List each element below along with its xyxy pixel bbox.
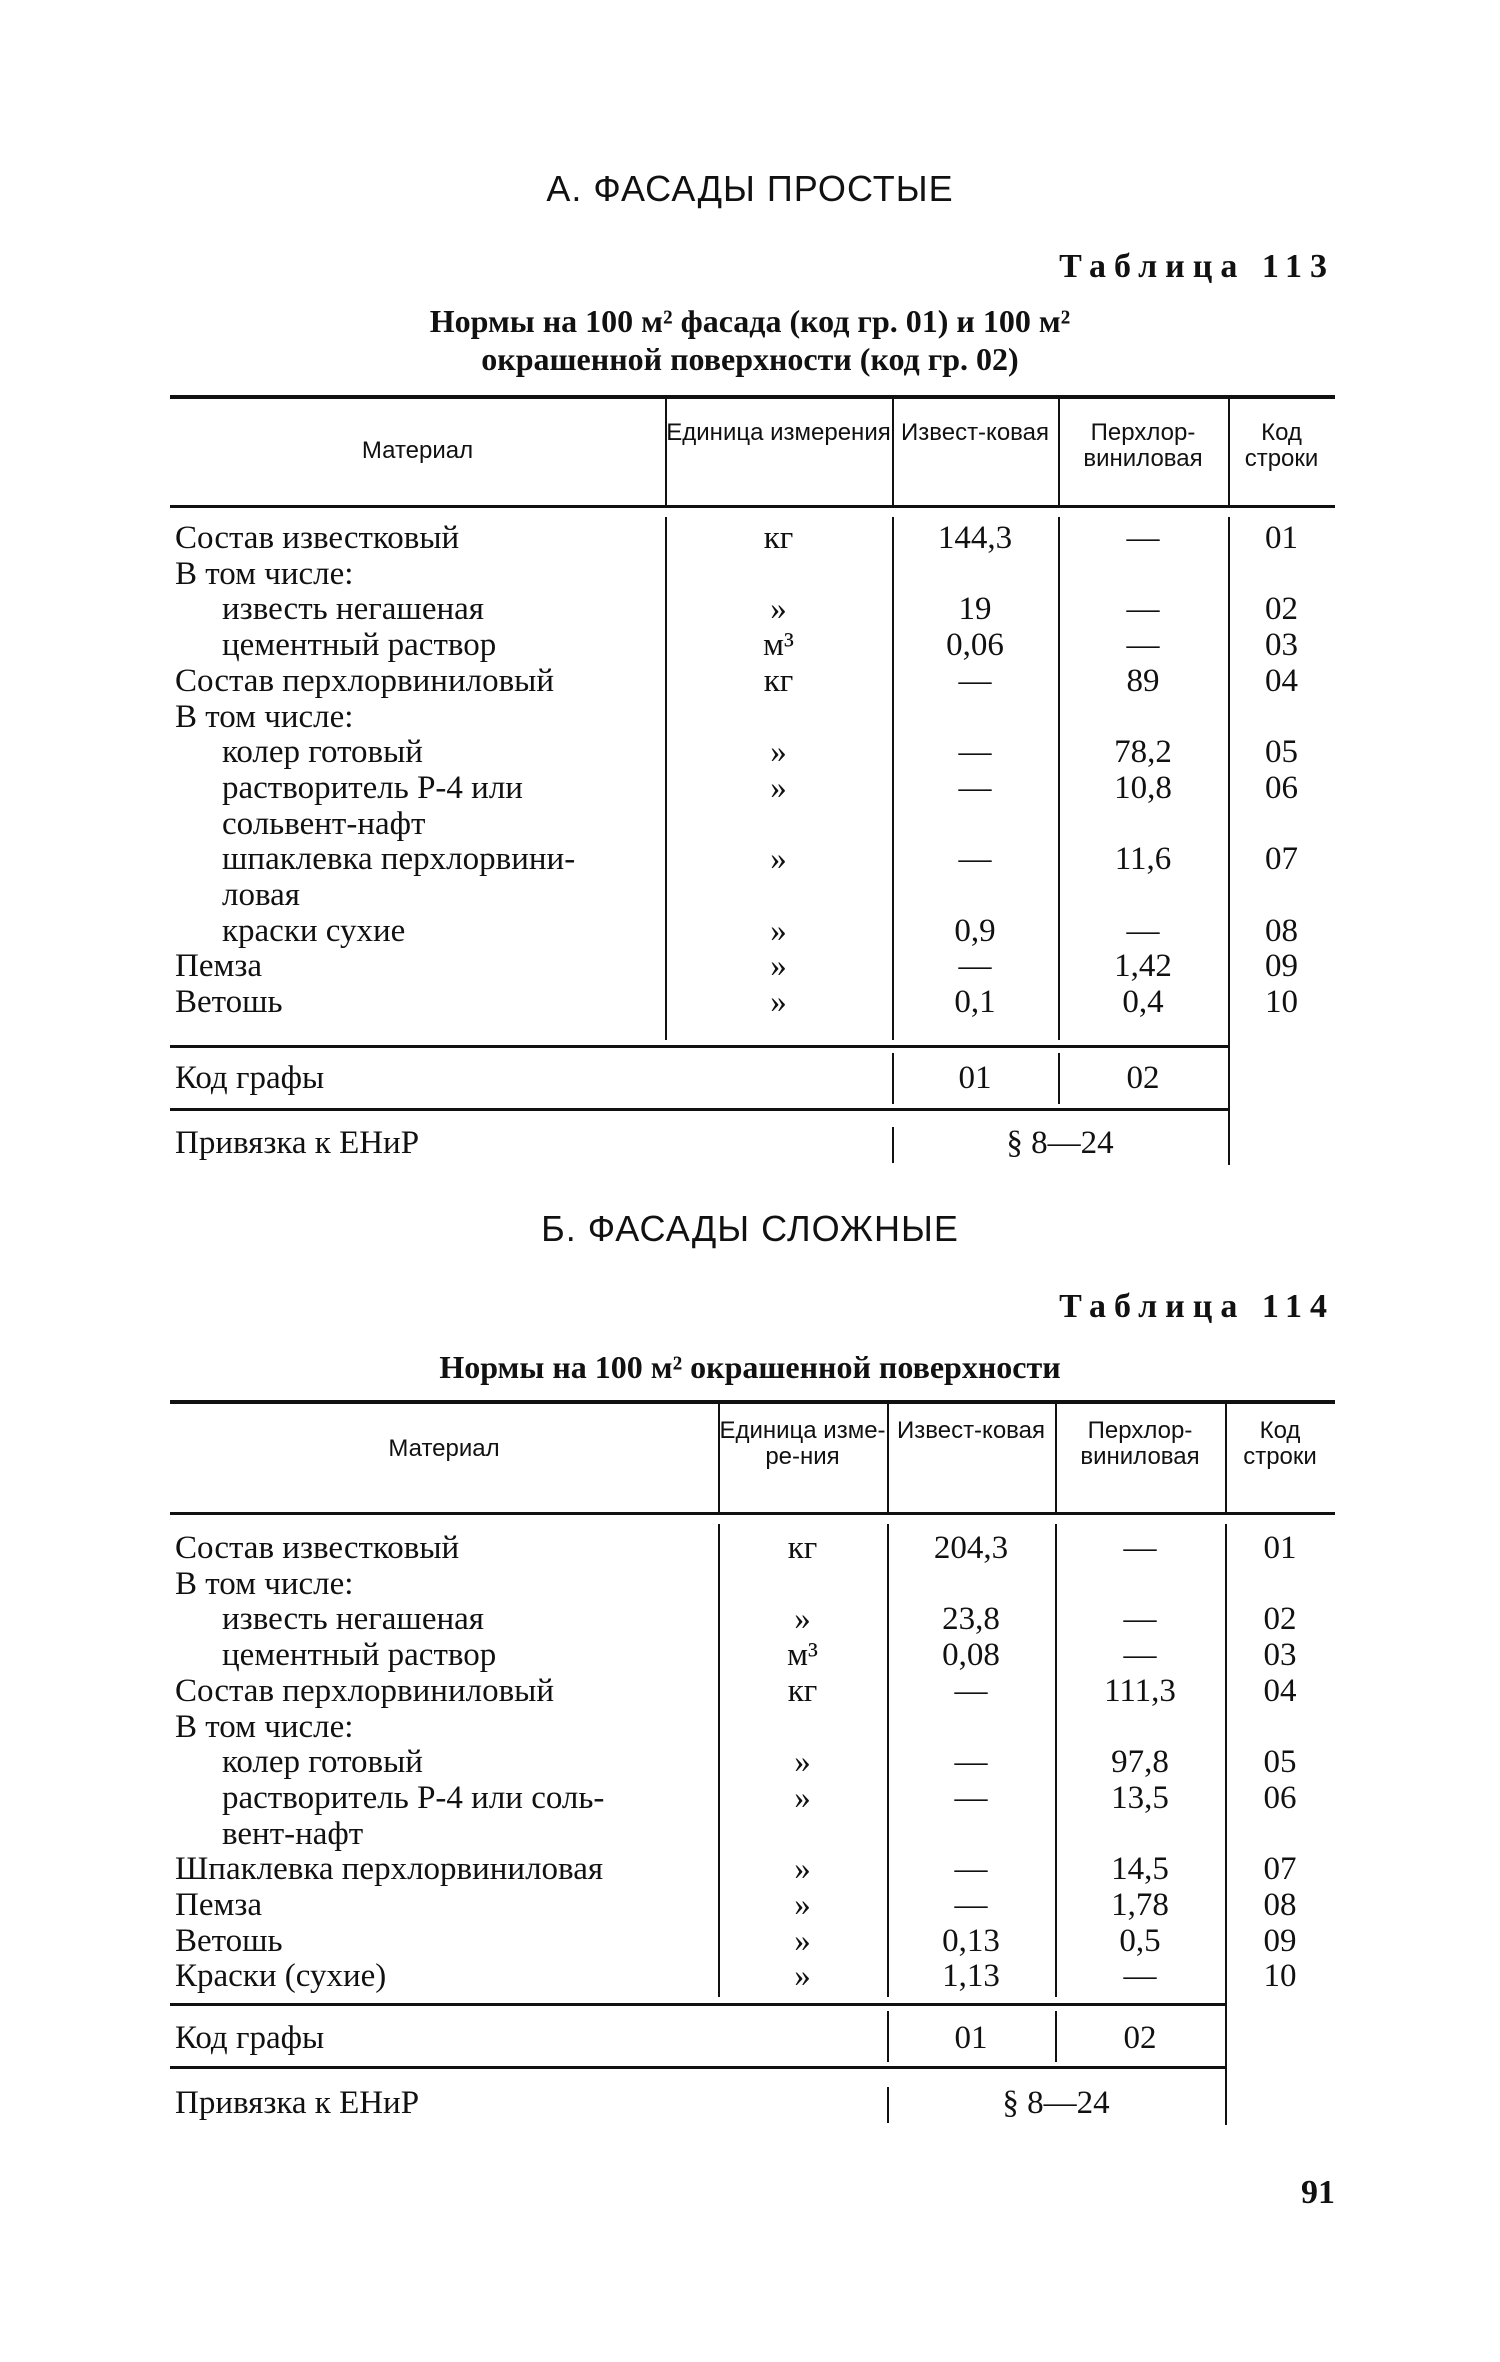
row-pvc: 14,5 xyxy=(1111,1851,1169,1888)
row-material: В том числе: xyxy=(175,555,354,592)
column-header-pvc: Перхлор-виниловая xyxy=(1083,419,1203,472)
column-header-code: Код строки xyxy=(1243,1417,1317,1470)
column-code-label: Код графы xyxy=(175,1060,325,1096)
column-code-lime: 01 xyxy=(958,1060,992,1096)
row-lime: 1,13 xyxy=(942,1958,1000,1995)
row-material: колер готовый xyxy=(222,734,423,771)
row-lime: 23,8 xyxy=(942,1601,1000,1638)
row-code: 08 xyxy=(1265,912,1298,949)
column-header-lime: Извест-ковая xyxy=(896,1417,1045,1444)
row-unit: » xyxy=(770,841,787,878)
row-material: колер готовый xyxy=(222,1744,423,1781)
row-material: ловая xyxy=(222,877,300,913)
row-code: 01 xyxy=(1263,1530,1297,1566)
row-lime: — xyxy=(954,1672,988,1709)
table-113-caption-line1: Нормы на 100 м² фасада (код гр. 01) и 100 м² xyxy=(429,303,1071,339)
column-code-pvc: 02 xyxy=(1123,2020,1157,2056)
row-pvc: 1,42 xyxy=(1114,948,1172,985)
enir-reference-value: § 8—24 xyxy=(1002,2085,1110,2121)
row-material: Пемза xyxy=(175,948,263,985)
code-row-rule-bottom xyxy=(170,1108,1228,1111)
row-code: 10 xyxy=(1265,984,1298,1021)
row-unit: » xyxy=(770,769,787,806)
row-unit: » xyxy=(770,984,787,1021)
row-code: 02 xyxy=(1265,591,1298,628)
row-lime: 0,13 xyxy=(942,1922,1000,1959)
row-material: сольвент-нафт xyxy=(222,805,426,842)
row-material: Краски (сухие) xyxy=(175,1958,387,1995)
row-material: Пемза xyxy=(175,1887,263,1923)
code-col-separator xyxy=(1225,1997,1227,2125)
enir-reference-label: Привязка к ЕНиР xyxy=(175,1125,420,1161)
row-pvc: — xyxy=(1126,627,1160,664)
row-material: В том числе: xyxy=(175,698,354,735)
row-unit: » xyxy=(794,1744,811,1781)
row-unit: м³ xyxy=(787,1637,818,1674)
row-material: краски сухие xyxy=(222,912,406,949)
row-code: 01 xyxy=(1265,520,1298,556)
section-b-heading: Б. ФАСАДЫ СЛОЖНЫЕ xyxy=(541,1208,959,1249)
row-code: 09 xyxy=(1265,948,1298,985)
row-material: растворитель Р-4 или соль- xyxy=(222,1779,605,1816)
row-lime: 0,08 xyxy=(942,1637,1000,1674)
row-pvc: 0,5 xyxy=(1119,1922,1161,1959)
row-unit: » xyxy=(794,1851,811,1888)
row-lime: — xyxy=(958,841,992,878)
code-row-rule-top xyxy=(170,2003,1225,2006)
row-pvc: 10,8 xyxy=(1114,769,1172,806)
row-material: Шпаклевка перхлорвиниловая xyxy=(175,1851,604,1888)
row-material: Состав известковый xyxy=(175,520,460,556)
table-113-caption-line2: окрашенной поверхности (код гр. 02) xyxy=(481,341,1019,377)
row-unit: кг xyxy=(787,1672,818,1709)
row-material: вент-нафт xyxy=(222,1815,364,1852)
row-pvc: 11,6 xyxy=(1114,841,1172,878)
row-code: 10 xyxy=(1263,1958,1297,1995)
page-number: 91 xyxy=(1301,2174,1335,2211)
row-code: 06 xyxy=(1265,769,1298,806)
row-material: известь негашеная xyxy=(222,1601,484,1638)
column-header-lime: Извест-ковая xyxy=(900,419,1049,446)
enir-reference-value: § 8—24 xyxy=(1006,1125,1114,1161)
row-unit: » xyxy=(794,1601,811,1638)
section-a-heading: А. ФАСАДЫ ПРОСТЫЕ xyxy=(546,168,954,209)
row-code: 02 xyxy=(1263,1601,1297,1638)
row-pvc: 78,2 xyxy=(1114,734,1172,771)
row-lime: 204,3 xyxy=(933,1530,1009,1566)
row-lime: 19 xyxy=(958,591,992,628)
column-header-material: Материал xyxy=(388,1435,500,1462)
row-material: цементный раствор xyxy=(222,1637,497,1674)
row-material: Состав перхлорвиниловый xyxy=(175,1672,555,1709)
row-code: 04 xyxy=(1263,1672,1297,1709)
row-code: 07 xyxy=(1265,841,1298,878)
row-lime: — xyxy=(958,769,992,806)
row-pvc: — xyxy=(1123,1958,1157,1995)
row-lime: — xyxy=(954,1887,988,1923)
row-pvc: 97,8 xyxy=(1111,1744,1169,1781)
row-unit: » xyxy=(770,912,787,949)
column-code-label: Код графы xyxy=(175,2020,325,2056)
header-rule xyxy=(170,1512,1335,1515)
row-material: известь негашеная xyxy=(222,591,484,628)
row-lime: 0,9 xyxy=(954,912,996,949)
row-lime: 144,3 xyxy=(937,520,1013,556)
row-code: 09 xyxy=(1263,1922,1297,1959)
row-lime: — xyxy=(954,1779,988,1816)
row-unit: » xyxy=(794,1779,811,1816)
row-code: 04 xyxy=(1265,662,1298,699)
row-lime: 0,06 xyxy=(946,627,1004,664)
row-code: 03 xyxy=(1265,627,1298,664)
row-unit: » xyxy=(794,1922,811,1959)
row-pvc: — xyxy=(1126,520,1160,556)
row-code: 05 xyxy=(1263,1744,1297,1781)
table-113-number: Таблица 113 xyxy=(1059,248,1335,285)
row-code: 03 xyxy=(1263,1637,1297,1674)
row-lime: 0,1 xyxy=(954,984,996,1021)
top-rule xyxy=(170,395,1335,399)
header-col-separator xyxy=(892,399,894,505)
column-header-code: Код строки xyxy=(1244,419,1319,472)
row-unit: м³ xyxy=(763,627,794,664)
column-code-lime: 01 xyxy=(954,2020,988,2056)
row-material: цементный раствор xyxy=(222,627,497,664)
row-lime: — xyxy=(958,734,992,771)
top-rule xyxy=(170,1400,1335,1404)
enir-reference-label: Привязка к ЕНиР xyxy=(175,2085,420,2121)
code-col-separator xyxy=(1228,1040,1230,1165)
row-lime: — xyxy=(958,948,992,985)
row-pvc: 0,4 xyxy=(1122,984,1164,1021)
row-code: 07 xyxy=(1263,1851,1297,1888)
code-row-rule-top xyxy=(170,1045,1228,1048)
row-pvc: — xyxy=(1126,912,1160,949)
header-rule xyxy=(170,505,1335,508)
header-col-separator xyxy=(665,399,667,505)
row-lime: — xyxy=(954,1851,988,1888)
row-lime: — xyxy=(958,662,992,699)
row-material: Состав известковый xyxy=(175,1530,460,1566)
row-material: Ветошь xyxy=(175,984,283,1021)
row-material: Ветошь xyxy=(175,1922,283,1959)
row-material: Состав перхлорвиниловый xyxy=(175,662,555,699)
row-unit: » xyxy=(770,734,787,771)
row-material: шпаклевка перхлорвини- xyxy=(222,841,576,878)
row-pvc: 111,3 xyxy=(1104,1672,1176,1709)
column-header-pvc: Перхлор-виниловая xyxy=(1080,1417,1200,1470)
row-pvc: 1,78 xyxy=(1111,1887,1169,1923)
row-code: 08 xyxy=(1263,1887,1297,1923)
row-unit: кг xyxy=(763,520,794,556)
row-pvc: 89 xyxy=(1126,662,1160,699)
row-unit: » xyxy=(794,1887,811,1923)
row-unit: кг xyxy=(763,662,794,699)
column-header-unit: Единица измерения xyxy=(666,419,891,446)
row-material: В том числе: xyxy=(175,1565,354,1602)
row-unit: » xyxy=(794,1958,811,1995)
column-header-material: Материал xyxy=(361,437,474,464)
column-code-pvc: 02 xyxy=(1126,1060,1160,1096)
row-code: 05 xyxy=(1265,734,1298,771)
row-pvc: — xyxy=(1123,1530,1157,1566)
row-unit: » xyxy=(770,948,787,985)
row-pvc: — xyxy=(1123,1601,1157,1638)
row-material: растворитель Р-4 или xyxy=(222,769,523,806)
column-header-unit: Единица изме-ре-ния xyxy=(719,1417,886,1470)
table-114-caption: Нормы на 100 м² окрашенной поверхности xyxy=(439,1349,1061,1385)
row-code: 06 xyxy=(1263,1779,1297,1816)
table-114-number: Таблица 114 xyxy=(1059,1288,1335,1325)
row-unit: кг xyxy=(787,1530,818,1566)
row-pvc: 13,5 xyxy=(1111,1779,1169,1816)
row-material: В том числе: xyxy=(175,1708,354,1745)
row-pvc: — xyxy=(1123,1637,1157,1674)
code-row-rule-bottom xyxy=(170,2066,1225,2069)
row-unit: » xyxy=(770,591,787,628)
row-pvc: — xyxy=(1126,591,1160,628)
row-lime: — xyxy=(954,1744,988,1781)
